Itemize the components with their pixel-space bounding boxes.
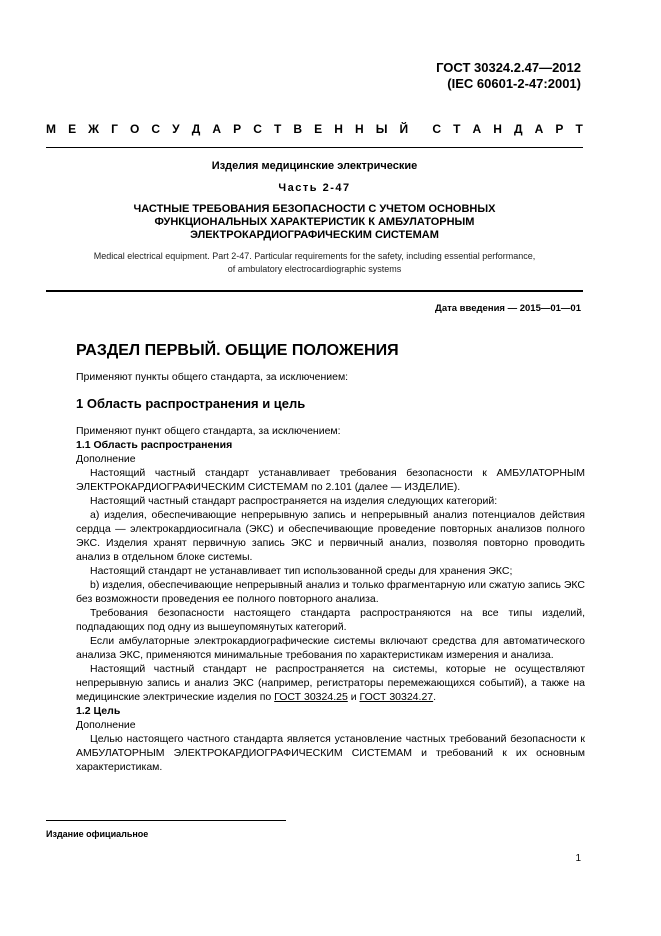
banner-letter: Р <box>233 122 242 136</box>
exclusions-text: Настоящий частный стандарт не распространяется на системы, которые не осуществляют непрерывную запись и анализ ЭКС (например, регистраторы перемежающихся событий), а также на медицинские электрические изделия по <box>76 663 585 703</box>
banner-letter: А <box>212 122 222 136</box>
section-intro <box>76 370 585 384</box>
banner-letter: Ж <box>88 122 100 136</box>
banner-letter: Т <box>453 122 461 136</box>
subclause-1-1-heading: 1.1 Область распространения <box>76 439 233 451</box>
subclause-1-2-heading: 1.2 Цель <box>76 705 121 717</box>
interstate-standard-banner <box>46 122 583 136</box>
standard-number: ГОСТ 30324.2.47—2012 <box>436 60 581 75</box>
banner-letter: Ы <box>375 122 388 136</box>
banner-letter: А <box>472 122 482 136</box>
banner-letter: М <box>46 122 56 136</box>
standard-designation <box>436 60 581 92</box>
banner-letter: Д <box>191 122 201 136</box>
top-divider <box>46 147 583 148</box>
banner-letter: Т <box>575 122 583 136</box>
banner-letter: В <box>293 122 303 136</box>
banner-letter: С <box>432 122 441 136</box>
banner-letter: Н <box>354 122 364 136</box>
clause-1-body <box>76 424 585 774</box>
official-edition-label: Издание официальное <box>46 829 149 839</box>
clause-1-heading: 1 Область распространения и цель <box>76 396 306 411</box>
introduction-date: Дата введения — 2015—01—01 <box>435 303 581 314</box>
banner-letter: Е <box>314 122 323 136</box>
banner-letter: У <box>172 122 180 136</box>
part-number: Часть 2-47 <box>278 182 351 194</box>
banner-letter: Н <box>493 122 502 136</box>
subclause-1-2-addition: Дополнение <box>76 719 136 731</box>
title-line-2: ФУНКЦИОНАЛЬНЫХ ХАРАКТЕРИСТИК К АМБУЛАТОРНЫМ <box>154 216 475 228</box>
title-line-1: ЧАСТНЫЕ ТРЕБОВАНИЯ БЕЗОПАСНОСТИ С УЧЕТОМ ОСНОВНЫХ <box>133 203 496 215</box>
period: . <box>433 691 437 703</box>
paragraph-exclusions <box>76 662 585 704</box>
section-intro-text: Применяют пункты общего стандарта, за исключением: <box>76 371 349 383</box>
banner-letter: Е <box>68 122 77 136</box>
footer-divider <box>46 820 286 821</box>
banner-letter: С <box>253 122 262 136</box>
paragraph-purpose: Целью настоящего частного стандарта является установление частных требований безопасности к АМБУЛАТОРНЫМ ЭЛЕКТРОКАРДИОГРАФИЧЕСКИМ СИСТЕМАМ и требований к их основным характеристикам. <box>76 733 585 773</box>
banner-letter: Т <box>273 122 282 136</box>
english-title <box>46 250 583 276</box>
banner-letter: А <box>534 122 544 136</box>
banner-letter: Г <box>111 122 118 136</box>
title-line-3: ЭЛЕКТРОКАРДИОГРАФИЧЕСКИМ СИСТЕМАМ <box>190 229 439 241</box>
english-title-line-2: of ambulatory electrocardiographic systems <box>227 264 402 274</box>
clause-1-intro: Применяют пункт общего стандарта, за исключением: <box>76 425 341 437</box>
banner-letter: О <box>130 122 140 136</box>
gost-30324-27-link[interactable]: ГОСТ 30324.27 <box>359 691 434 703</box>
banner-letter: С <box>151 122 161 136</box>
conjunction-and: и <box>347 691 360 703</box>
paragraph-scope: Настоящий частный стандарт устанавливает требования безопасности к АМБУЛАТОРНЫМ ЭЛЕКТРОКАРДИОГРАФИЧЕСКИМ СИСТЕМАМ по 2.101 (далее — ИЗДЕЛИЕ). <box>76 467 585 493</box>
banner-letter: Р <box>555 122 564 136</box>
paragraph-categories: Настоящий частный стандарт распространяется на изделия следующих категорий: <box>90 495 498 507</box>
paragraph-category-b: b) изделия, обеспечивающие непрерывный анализ и только фрагментарную или сжатую запись ЭКС без возможности проведения ее полного повторного анализа. <box>76 579 585 605</box>
paragraph-storage: Настоящий стандарт не устанавливает тип использованной среды для хранения ЭКС; <box>90 565 513 577</box>
banner-letter: Й <box>399 122 409 136</box>
page-number: 1 <box>575 853 581 864</box>
section-heading: РАЗДЕЛ ПЕРВЫЙ. ОБЩИЕ ПОЛОЖЕНИЯ <box>76 342 399 359</box>
subclause-1-1-addition: Дополнение <box>76 453 136 465</box>
paragraph-safety-requirements: Требования безопасности настоящего стандарта распространяются на все типы изделий, подпадающих под одну из вышеупомянутых категорий. <box>76 607 585 633</box>
english-title-line-1: Medical electrical equipment. Part 2-47. Particular requirements for the safety, including essential performance, <box>93 251 536 261</box>
title-divider <box>46 290 583 292</box>
paragraph-automatic-analysis: Если амбулаторные электрокардиографические системы включают средства для автоматического анализа ЭКС, применяются минимальные требования по характеристикам измерения и анализа. <box>76 635 585 661</box>
standard-title <box>46 203 583 242</box>
iec-number: (IEC 60601-2-47:2001) <box>447 76 581 91</box>
banner-letter: Д <box>514 122 523 136</box>
gost-30324-25-link[interactable]: ГОСТ 30324.25 <box>274 691 348 703</box>
paragraph-category-a: а) изделия, обеспечивающие непрерывную запись и непрерывный анализ потенциалов действия сердца — электрокардиосигнала (ЭКС) и обеспечивающие проведение повторных анализов полного ЭКС. Изделия хранят первичную запись ЭКС и первичный анализ, позволяя повторно проводить анализ в отдельном блоке системы. <box>76 509 585 563</box>
banner-letter: Н <box>334 122 343 136</box>
product-title: Изделия медицинские электрические <box>211 160 418 172</box>
